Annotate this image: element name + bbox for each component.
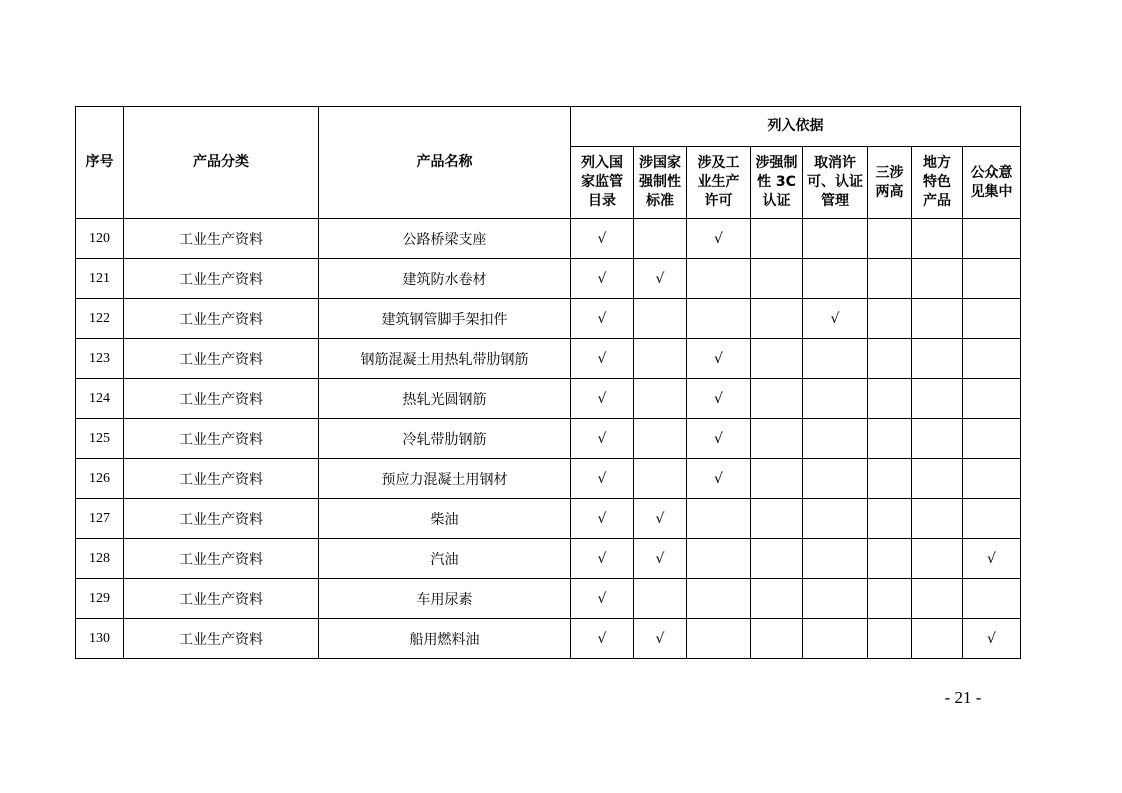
cell-basis-local-specialty: [912, 339, 963, 379]
cell-basis-production-license: √: [687, 419, 751, 459]
cell-basis-license-cancelled: [803, 339, 868, 379]
cell-basis-local-specialty: [912, 299, 963, 339]
cell-category: 工业生产资料: [124, 499, 319, 539]
cell-basis-three-two: [868, 219, 912, 259]
cell-product-name: 热轧光圆钢筋: [319, 379, 571, 419]
cell-basis-mandatory-standard: [634, 459, 687, 499]
cell-basis-public-opinion: √: [963, 619, 1021, 659]
cell-basis-production-license: [687, 579, 751, 619]
header-basis-national-catalog: 列入国 家监管 目录: [571, 147, 634, 219]
cell-category: 工业生产资料: [124, 419, 319, 459]
cell-basis-local-specialty: [912, 619, 963, 659]
cell-category: 工业生产资料: [124, 299, 319, 339]
cell-basis-license-cancelled: [803, 419, 868, 459]
header-basis-production-license: 涉及工 业生产 许可: [687, 147, 751, 219]
cell-basis-3c-certification: [751, 539, 803, 579]
header-basis-mandatory-standard: 涉国家 强制性 标准: [634, 147, 687, 219]
cell-basis-production-license: √: [687, 219, 751, 259]
cell-basis-public-opinion: [963, 299, 1021, 339]
cell-basis-public-opinion: [963, 379, 1021, 419]
cell-basis-national-catalog: √: [571, 579, 634, 619]
cell-basis-production-license: √: [687, 339, 751, 379]
cell-seq: 120: [76, 219, 124, 259]
cell-basis-national-catalog: √: [571, 339, 634, 379]
cell-basis-3c-certification: [751, 339, 803, 379]
cell-basis-national-catalog: √: [571, 539, 634, 579]
header-category: 产品分类: [124, 107, 319, 219]
cell-basis-license-cancelled: [803, 619, 868, 659]
cell-basis-public-opinion: [963, 419, 1021, 459]
cell-basis-mandatory-standard: √: [634, 539, 687, 579]
cell-category: 工业生产资料: [124, 619, 319, 659]
cell-product-name: 冷轧带肋钢筋: [319, 419, 571, 459]
table-row: [76, 219, 1021, 259]
cell-product-name: 船用燃料油: [319, 619, 571, 659]
cell-basis-public-opinion: [963, 259, 1021, 299]
cell-basis-national-catalog: √: [571, 419, 634, 459]
cell-basis-production-license: [687, 299, 751, 339]
cell-seq: 123: [76, 339, 124, 379]
cell-basis-3c-certification: [751, 459, 803, 499]
table-row: [76, 459, 1021, 499]
cell-basis-three-two: [868, 339, 912, 379]
cell-basis-3c-certification: [751, 299, 803, 339]
cell-basis-local-specialty: [912, 379, 963, 419]
header-basis-license-cancelled: 取消许 可、认证 管理: [803, 147, 868, 219]
cell-category: 工业生产资料: [124, 339, 319, 379]
cell-basis-three-two: [868, 259, 912, 299]
header-basis-local-specialty: 地方 特色 产品: [912, 147, 963, 219]
cell-basis-license-cancelled: [803, 259, 868, 299]
cell-basis-local-specialty: [912, 459, 963, 499]
cell-category: 工业生产资料: [124, 539, 319, 579]
table-row: [76, 619, 1021, 659]
cell-basis-license-cancelled: √: [803, 299, 868, 339]
cell-basis-national-catalog: √: [571, 299, 634, 339]
header-basis-public-opinion: 公众意 见集中: [963, 147, 1021, 219]
cell-basis-license-cancelled: [803, 459, 868, 499]
cell-product-name: 汽油: [319, 539, 571, 579]
cell-product-name: 钢筋混凝土用热轧带肋钢筋: [319, 339, 571, 379]
cell-basis-mandatory-standard: √: [634, 499, 687, 539]
cell-category: 工业生产资料: [124, 219, 319, 259]
cell-basis-production-license: [687, 499, 751, 539]
cell-seq: 130: [76, 619, 124, 659]
cell-basis-three-two: [868, 299, 912, 339]
header-basis-group: 列入依据: [571, 107, 1021, 147]
cell-basis-license-cancelled: [803, 539, 868, 579]
cell-basis-3c-certification: [751, 499, 803, 539]
cell-seq: 127: [76, 499, 124, 539]
cell-basis-3c-certification: [751, 259, 803, 299]
cell-basis-mandatory-standard: √: [634, 259, 687, 299]
table-body: [76, 219, 1021, 659]
cell-basis-national-catalog: √: [571, 379, 634, 419]
table-row: [76, 299, 1021, 339]
cell-basis-license-cancelled: [803, 579, 868, 619]
cell-basis-production-license: √: [687, 379, 751, 419]
cell-seq: 122: [76, 299, 124, 339]
cell-basis-three-two: [868, 539, 912, 579]
table-row: [76, 379, 1021, 419]
cell-basis-local-specialty: [912, 219, 963, 259]
cell-seq: 121: [76, 259, 124, 299]
cell-product-name: 车用尿素: [319, 579, 571, 619]
cell-product-name: 预应力混凝土用钢材: [319, 459, 571, 499]
cell-basis-license-cancelled: [803, 499, 868, 539]
cell-basis-mandatory-standard: [634, 419, 687, 459]
cell-basis-mandatory-standard: [634, 219, 687, 259]
cell-basis-mandatory-standard: [634, 339, 687, 379]
cell-basis-local-specialty: [912, 579, 963, 619]
table-header: [76, 107, 1021, 219]
cell-seq: 126: [76, 459, 124, 499]
cell-basis-public-opinion: [963, 579, 1021, 619]
cell-basis-3c-certification: [751, 579, 803, 619]
cell-category: 工业生产资料: [124, 579, 319, 619]
table-row: [76, 499, 1021, 539]
product-table: [75, 106, 1021, 659]
cell-product-name: 公路桥梁支座: [319, 219, 571, 259]
cell-basis-three-two: [868, 499, 912, 539]
cell-basis-national-catalog: √: [571, 259, 634, 299]
cell-basis-three-two: [868, 459, 912, 499]
header-seq: 序号: [76, 107, 124, 219]
table-row: [76, 339, 1021, 379]
cell-basis-public-opinion: [963, 459, 1021, 499]
cell-basis-three-two: [868, 579, 912, 619]
cell-basis-public-opinion: [963, 499, 1021, 539]
cell-basis-public-opinion: [963, 339, 1021, 379]
cell-basis-license-cancelled: [803, 219, 868, 259]
page-number: - 21 -: [944, 688, 982, 707]
cell-basis-license-cancelled: [803, 379, 868, 419]
cell-basis-3c-certification: [751, 379, 803, 419]
cell-basis-mandatory-standard: [634, 299, 687, 339]
header-product-name: 产品名称: [319, 107, 571, 219]
table-row: [76, 259, 1021, 299]
cell-basis-production-license: [687, 539, 751, 579]
cell-basis-three-two: [868, 419, 912, 459]
table-row: [76, 539, 1021, 579]
cell-product-name: 建筑钢管脚手架扣件: [319, 299, 571, 339]
cell-basis-mandatory-standard: [634, 579, 687, 619]
table-row: [76, 419, 1021, 459]
cell-basis-national-catalog: √: [571, 219, 634, 259]
table-row: [76, 579, 1021, 619]
cell-basis-national-catalog: √: [571, 619, 634, 659]
cell-basis-local-specialty: [912, 419, 963, 459]
cell-basis-mandatory-standard: √: [634, 619, 687, 659]
cell-basis-national-catalog: √: [571, 499, 634, 539]
cell-basis-3c-certification: [751, 219, 803, 259]
cell-seq: 128: [76, 539, 124, 579]
header-basis-three-two: 三涉 两高: [868, 147, 912, 219]
cell-basis-public-opinion: √: [963, 539, 1021, 579]
header-basis-3c-certification: 涉强制 性 3C 认证: [751, 147, 803, 219]
cell-category: 工业生产资料: [124, 259, 319, 299]
cell-seq: 124: [76, 379, 124, 419]
cell-basis-public-opinion: [963, 219, 1021, 259]
cell-seq: 129: [76, 579, 124, 619]
cell-basis-local-specialty: [912, 259, 963, 299]
cell-basis-mandatory-standard: [634, 379, 687, 419]
cell-basis-production-license: [687, 619, 751, 659]
cell-product-name: 建筑防水卷材: [319, 259, 571, 299]
cell-basis-production-license: [687, 259, 751, 299]
cell-category: 工业生产资料: [124, 379, 319, 419]
cell-basis-production-license: √: [687, 459, 751, 499]
cell-basis-local-specialty: [912, 499, 963, 539]
cell-basis-3c-certification: [751, 419, 803, 459]
cell-basis-three-two: [868, 379, 912, 419]
cell-product-name: 柴油: [319, 499, 571, 539]
cell-seq: 125: [76, 419, 124, 459]
cell-basis-three-two: [868, 619, 912, 659]
cell-category: 工业生产资料: [124, 459, 319, 499]
cell-basis-national-catalog: √: [571, 459, 634, 499]
cell-basis-3c-certification: [751, 619, 803, 659]
cell-basis-local-specialty: [912, 539, 963, 579]
